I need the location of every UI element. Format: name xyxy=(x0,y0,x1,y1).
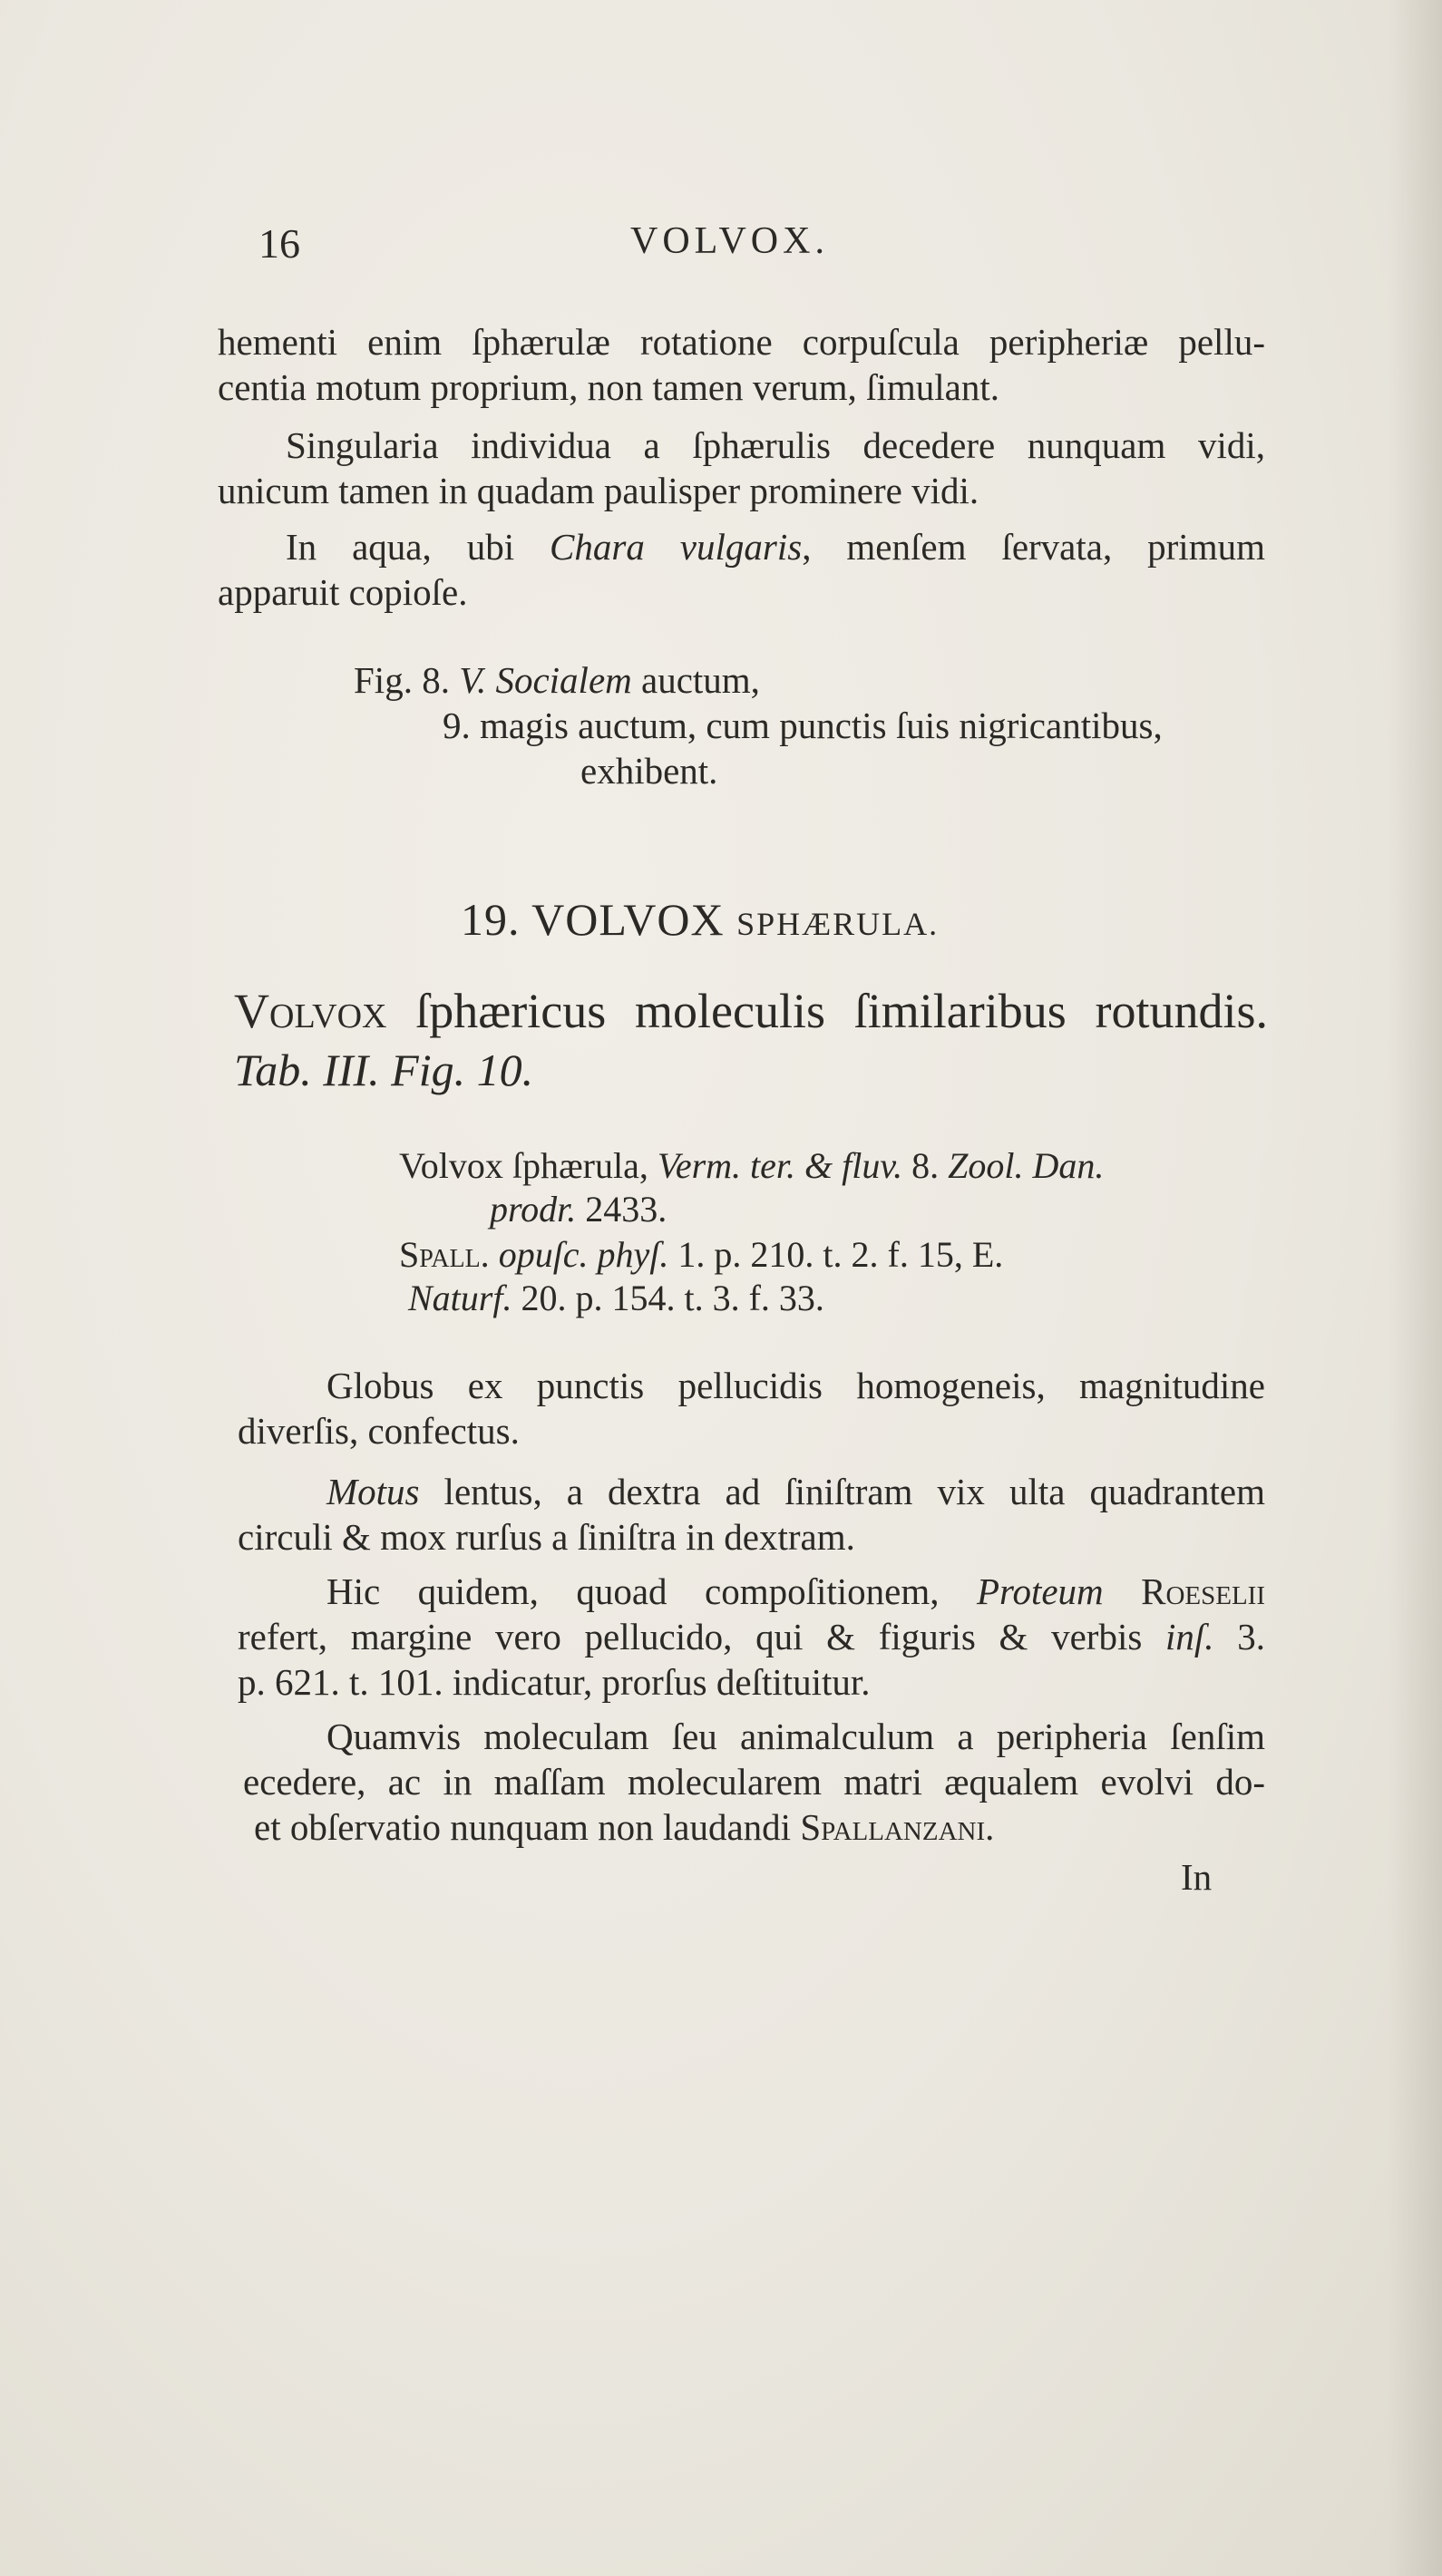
text-line: Globus ex punctis pellucidis homogeneis, magnitudine xyxy=(326,1365,1265,1406)
text-line: refert, margine vero pellucido, qui & figuris & verbis inſ. 3. xyxy=(238,1616,1265,1657)
text-line: et obſervatio nunquam non laudandi Spallanzani. xyxy=(254,1806,995,1848)
page-number: 16 xyxy=(258,220,300,267)
figure-caption: exhibent. xyxy=(580,750,718,792)
text-line: In aqua, ubi Chara vulgaris, menſem ſervata, primum xyxy=(286,526,1265,568)
text-line: ecedere, ac in maſſam molecularem matri æqualem evolvi do- xyxy=(243,1761,1265,1803)
synonymy-reference: Volvox ſphærula, Verm. ter. & fluv. 8. Zool. Dan. xyxy=(399,1145,1105,1186)
species-diagnosis: Volvox ſphæricus moleculis ſimilaribus rotundis. xyxy=(234,984,1268,1038)
page-gutter-shadow xyxy=(1388,0,1442,2576)
plate-reference: Tab. III. Fig. 10. xyxy=(234,1045,534,1095)
text-line: hementi enim ſphærulæ rotatione corpuſcula peripheriæ pellu- xyxy=(218,321,1265,363)
text-line: p. 621. t. 101. indicatur, prorſus deſtituitur. xyxy=(238,1661,871,1703)
text-line: Quamvis moleculam ſeu animalculum a peripheria ſenſim xyxy=(326,1716,1265,1757)
synonymy-reference: Naturf. 20. p. 154. t. 3. f. 33. xyxy=(408,1278,824,1318)
species-heading: 19. VOLVOX SPHÆRULA. xyxy=(461,894,940,945)
page-header xyxy=(258,219,1274,274)
figure-caption: 9. magis auctum, cum punctis ſuis nigricantibus, xyxy=(443,705,1163,746)
text-line: diverſis, confectus. xyxy=(238,1410,520,1452)
text-line: Singularia individua a ſphærulis decedere nunquam vidi, xyxy=(286,424,1265,466)
synonymy-reference: prodr. 2433. xyxy=(490,1189,667,1230)
text-line: circuli & mox rurſus a ſiniſtra in dextram. xyxy=(238,1516,855,1558)
figure-caption: Fig. 8. V. Socialem auctum, xyxy=(354,659,760,701)
text-line: apparuit copioſe. xyxy=(218,571,468,613)
running-title: VOLVOX. xyxy=(630,220,829,262)
text-line: Hic quidem, quoad compoſitionem, Proteum Roeselii xyxy=(326,1570,1265,1612)
catchword: In xyxy=(1181,1856,1213,1898)
text-line: unicum tamen in quadam paulisper prominere vidi. xyxy=(218,470,979,511)
synonymy-reference: Spall. opuſc. phyſ. 1. p. 210. t. 2. f. 15, E. xyxy=(399,1234,1004,1275)
text-line: centia motum proprium, non tamen verum, ſimulant. xyxy=(218,366,999,408)
text-line: Motus lentus, a dextra ad ſiniſtram vix ulta quadrantem xyxy=(326,1471,1265,1512)
